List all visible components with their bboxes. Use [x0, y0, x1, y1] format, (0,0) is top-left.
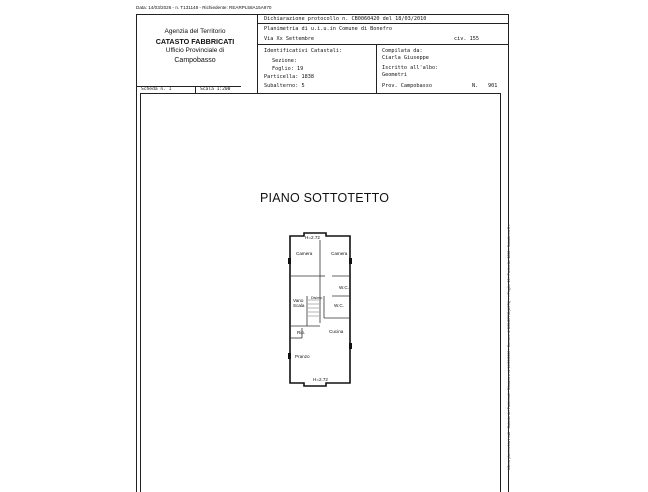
- compiler-name: Ciarla Giuseppe: [382, 55, 429, 61]
- compiler-title: Compilata da:: [382, 48, 423, 54]
- compiler-n-label: N.: [472, 83, 479, 89]
- print-header: Data: 14/03/2026 - n. T131148 - Richiedente: REARPL58A15A970: [136, 5, 272, 10]
- plan-title: PIANO SOTTOTETTO: [260, 191, 390, 205]
- height-label-top: H=2.72: [305, 235, 320, 240]
- agency-line1: Agenzia del Territorio: [164, 28, 226, 35]
- identifiers-divider: [376, 44, 377, 94]
- address-underline: [257, 44, 508, 45]
- scheda-divider: [195, 86, 196, 93]
- sezione: Sezione:: [272, 58, 297, 64]
- scheda-scale: Scala 1:200: [200, 87, 231, 92]
- title-divider: [257, 14, 258, 94]
- room-camera-2: Camera: [331, 251, 348, 256]
- subalterno: Subalterno: 5: [264, 83, 305, 89]
- foglio: Foglio: 19: [272, 66, 304, 72]
- agency-line2: CATASTO FABBRICATI: [155, 37, 235, 46]
- particella: Particella: 1838: [264, 74, 314, 80]
- room-wc-2: W.C.: [334, 303, 344, 308]
- scheda-number: Scheda n. 1: [141, 87, 172, 92]
- stair-lines: [308, 300, 319, 316]
- height-label-bottom: H=2.72: [313, 377, 328, 382]
- room-pranzo: Pranzo: [295, 354, 310, 359]
- protocol-underline: [257, 23, 508, 24]
- agency-box: [136, 14, 254, 86]
- room-camera-1: Camera: [296, 251, 313, 256]
- compiler-n-value: 901: [488, 83, 498, 89]
- protocol-line: Dichiarazione protocollo n. CB0060420 del 18/03/2010: [264, 16, 427, 22]
- room-wc-1: W.C.: [339, 285, 349, 290]
- address: Via Xx Settembre: [264, 36, 314, 42]
- room-cucina: Cucina: [329, 329, 344, 334]
- scheda-row: [140, 87, 240, 93]
- drawing-frame-left: [140, 93, 141, 492]
- drawing-frame-right: [500, 93, 501, 492]
- plan-line: Planimetria di u.i.u.in Comune di Bonefro: [264, 26, 393, 32]
- title-right-edge: [508, 14, 509, 94]
- compiler-prov: Prov. Campobasso: [382, 83, 432, 89]
- room-rip: Rip.: [297, 330, 306, 335]
- title-block: [136, 14, 508, 94]
- scheda-top-line: [136, 86, 241, 87]
- civ: civ. 155: [454, 36, 479, 42]
- side-note: Ultima planimetria in atti · Catasto dei Fabbricati - Situazione al 14/03/2026 - Comune di BONEFRO(A971) - < Foglio: 19 - Particella: 1838 - Subalterno 5 >: [507, 223, 511, 470]
- floor-plan: [280, 228, 360, 398]
- room-disimp: Disimp.: [311, 296, 323, 300]
- agency-line4: Campobasso: [174, 57, 216, 64]
- compiler-albo: Geometri: [382, 72, 407, 78]
- room-vano-scala: Vano Scala: [293, 298, 305, 308]
- identifiers-title: Identificativi Catastali:: [264, 48, 343, 54]
- agency-line3: Ufficio Provinciale di: [165, 47, 225, 54]
- compiler-iscritto: Iscritto all'albo:: [382, 65, 439, 71]
